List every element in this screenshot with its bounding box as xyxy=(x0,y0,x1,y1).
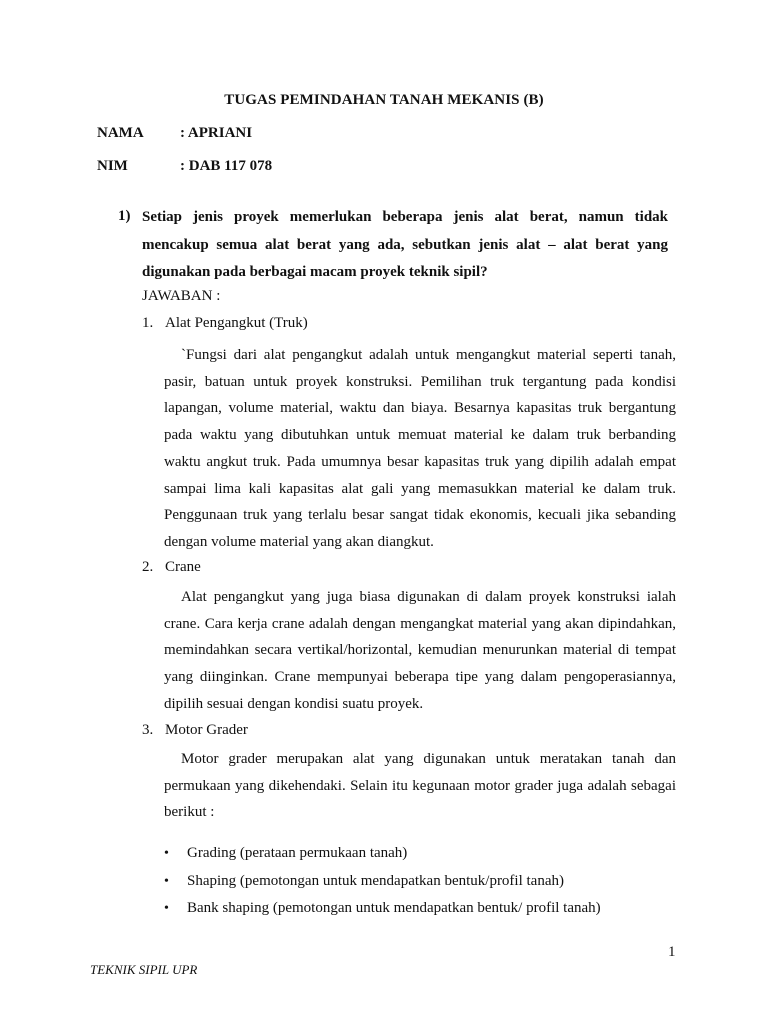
bullet-text: Bank shaping (pemotongan untuk mendapatkan bentuk/ profil tanah) xyxy=(187,900,601,916)
list-item xyxy=(164,868,601,896)
name-value: : APRIANI xyxy=(180,125,253,141)
bullet-text: Shaping (pemotongan untuk mendapatkan bentuk/profil tanah) xyxy=(187,872,564,889)
bullet-icon: • xyxy=(164,846,169,861)
bullet-icon: • xyxy=(164,901,169,916)
bullet-icon: • xyxy=(164,873,169,889)
bullet-text: Grading (perataan permukaan tanah) xyxy=(187,845,408,861)
item-number: 1. xyxy=(142,315,154,331)
page-number: 1 xyxy=(668,944,676,960)
question-text: Setiap jenis proyek memerlukan beberapa jenis alat berat, namun tidak mencakup semua alat berat yang ada, sebutkan jenis alat – alat berat yang digunakan pada berbagai macam proyek teknik sipil? xyxy=(142,209,668,280)
footer-text: TEKNIK SIPIL UPR xyxy=(90,962,198,977)
nim-label: NIM xyxy=(97,158,128,174)
item-paragraph: Alat pengangkut yang juga biasa digunakan di dalam proyek konstruksi ialah crane. Cara kerja crane adalah dengan mengangkat material yang akan dipindahkan, memindahkan secara vertikal/horizontal, kemudian menurunkan material di tempat yang diinginkan. Crane mempunyai beberapa tipe yang dalam pengoperasiannya, dipilih sesuai dengan kondisi suatu proyek. xyxy=(164,589,676,712)
nim-value: : DAB 117 078 xyxy=(180,158,273,174)
document-title: TUGAS PEMINDAHAN TANAH MEKANIS (B) xyxy=(224,92,544,108)
question-number: 1) xyxy=(118,208,131,224)
answer-label: JAWABAN : xyxy=(142,288,221,304)
bullet-list xyxy=(164,840,601,923)
list-item xyxy=(164,895,601,923)
name-label: NAMA xyxy=(97,125,144,141)
item-number: 2. xyxy=(142,559,154,575)
item-title: Motor Grader xyxy=(165,722,248,738)
item-paragraph: Motor grader merupakan alat yang digunakan untuk meratakan tanah dan permukaan yang dikehendaki. Selain itu kegunaan motor grader juga adalah sebagai berikut : xyxy=(164,751,676,821)
list-item xyxy=(164,840,601,868)
item-paragraph: `Fungsi dari alat pengangkut adalah untuk mengangkut material seperti tanah, pasir, batuan untuk proyek konstruksi. Pemilihan truk tergantung pada kondisi lapangan, volume material, waktu dan biaya. Besarnya kapasitas truk bergantung pada waktu yang dibutuhkan untuk memuat material ke dalam truk berbanding waktu angkut truk. Pada umumnya besar kapasitas truk yang dipilih adalah empat sampai lima kali kapasitas alat gali yang memasukkan material ke dalam truk. Penggunaan truk yang terlalu besar sangat tidak ekonomis, kecuali jika sebanding dengan volume material yang akan diangkut. xyxy=(164,347,676,550)
item-number: 3. xyxy=(142,722,154,738)
item-title: Crane xyxy=(165,559,201,575)
item-title: Alat Pengangkut (Truk) xyxy=(165,315,308,331)
